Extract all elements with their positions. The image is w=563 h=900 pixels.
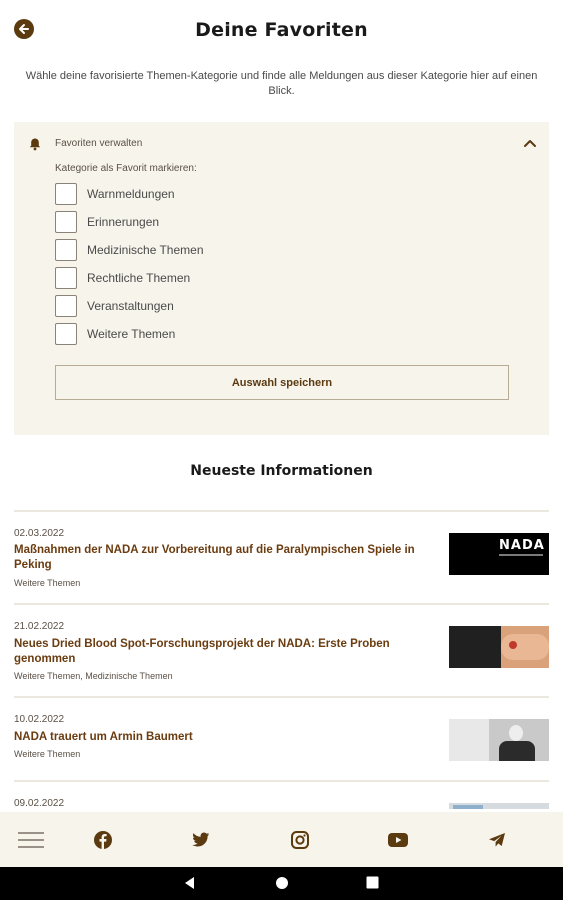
news-headline[interactable]: Maßnahmen der NADA zur Vorbereitung auf die Paralympischen Spiele in Peking [14,544,415,571]
news-thumbnail[interactable] [449,533,549,575]
system-home-icon[interactable] [275,876,289,890]
news-item[interactable] [14,782,549,809]
category-label: Medizinische Themen [87,243,204,257]
category-label: Warnmeldungen [87,187,175,201]
news-item[interactable] [14,605,549,698]
photo-blood-spot [509,641,517,649]
checkbox[interactable] [55,267,77,289]
facebook-icon[interactable] [92,829,114,851]
photo-arm-shape [501,634,549,660]
logo-tagline-mark [499,554,543,556]
news-date: 21.02.2022 [14,621,65,632]
news-date: 09.02.2022 [14,798,65,809]
checkbox[interactable] [55,323,77,345]
checkbox[interactable] [55,183,77,205]
news-list [14,512,549,809]
news-date: 02.03.2022 [14,528,65,539]
system-navigation-bar [0,867,563,900]
news-tags: Weitere Themen [14,578,81,588]
menu-icon[interactable] [18,829,44,851]
intro-text: Wähle deine favorisierte Themen-Kategorie und finde alle Meldungen aus dieser Kategorie hier auf einen Blick. [25,70,538,97]
app-header [0,0,563,60]
telegram-icon[interactable] [486,829,508,851]
photo-person-body [499,741,535,761]
favorites-heading: Favoriten verwalten [55,138,143,149]
category-option-rechtliche-themen[interactable] [55,265,355,293]
news-item[interactable] [14,512,549,605]
category-option-erinnerungen[interactable] [55,209,355,237]
news-section-title: Neueste Informationen [190,463,373,479]
photo-background-shape [449,719,489,761]
news-headline[interactable]: NADA trauert um Armin Baumert [14,731,193,743]
favorites-panel [14,122,549,435]
page-title: Deine Favoriten [195,19,368,41]
category-option-veranstaltungen[interactable] [55,293,355,321]
news-thumbnail[interactable] [449,803,549,809]
news-thumbnail[interactable] [449,626,549,668]
favorites-toggle[interactable] [14,134,549,154]
save-selection-button[interactable]: Auswahl speichern [55,365,509,400]
photo-shirt-shape [449,626,501,668]
system-back-icon[interactable] [183,876,197,890]
news-item[interactable] [14,698,549,782]
checkbox[interactable] [55,239,77,261]
chevron-up-icon[interactable] [523,138,537,148]
bell-icon [28,137,42,151]
system-recents-icon[interactable] [366,876,379,889]
news-date: 10.02.2022 [14,714,65,725]
category-label: Weitere Themen [87,327,176,341]
category-label: Erinnerungen [87,215,160,229]
category-label: Veranstaltungen [87,299,174,313]
photo-accent-shape [453,805,483,809]
bottom-navigation [0,812,563,867]
category-option-weitere-themen[interactable] [55,321,355,349]
twitter-icon[interactable] [190,829,212,851]
checkbox[interactable] [55,295,77,317]
news-headline[interactable]: Neues Dried Blood Spot-Forschungsprojekt der NADA: Erste Proben genommen [14,638,390,665]
news-thumbnail[interactable] [449,719,549,761]
photo-person-head [509,725,523,741]
category-label: Rechtliche Themen [87,271,191,285]
instagram-icon[interactable] [289,829,311,851]
news-tags: Weitere Themen, Medizinische Themen [14,671,173,681]
youtube-icon[interactable] [387,829,409,851]
favorites-subheading: Kategorie als Favorit markieren: [55,163,197,174]
news-tags: Weitere Themen [14,749,81,759]
checkbox[interactable] [55,211,77,233]
category-list [55,181,355,349]
category-option-medizinische-themen[interactable] [55,237,355,265]
nada-logo: NADA [499,538,545,553]
category-option-warnmeldungen[interactable] [55,181,355,209]
